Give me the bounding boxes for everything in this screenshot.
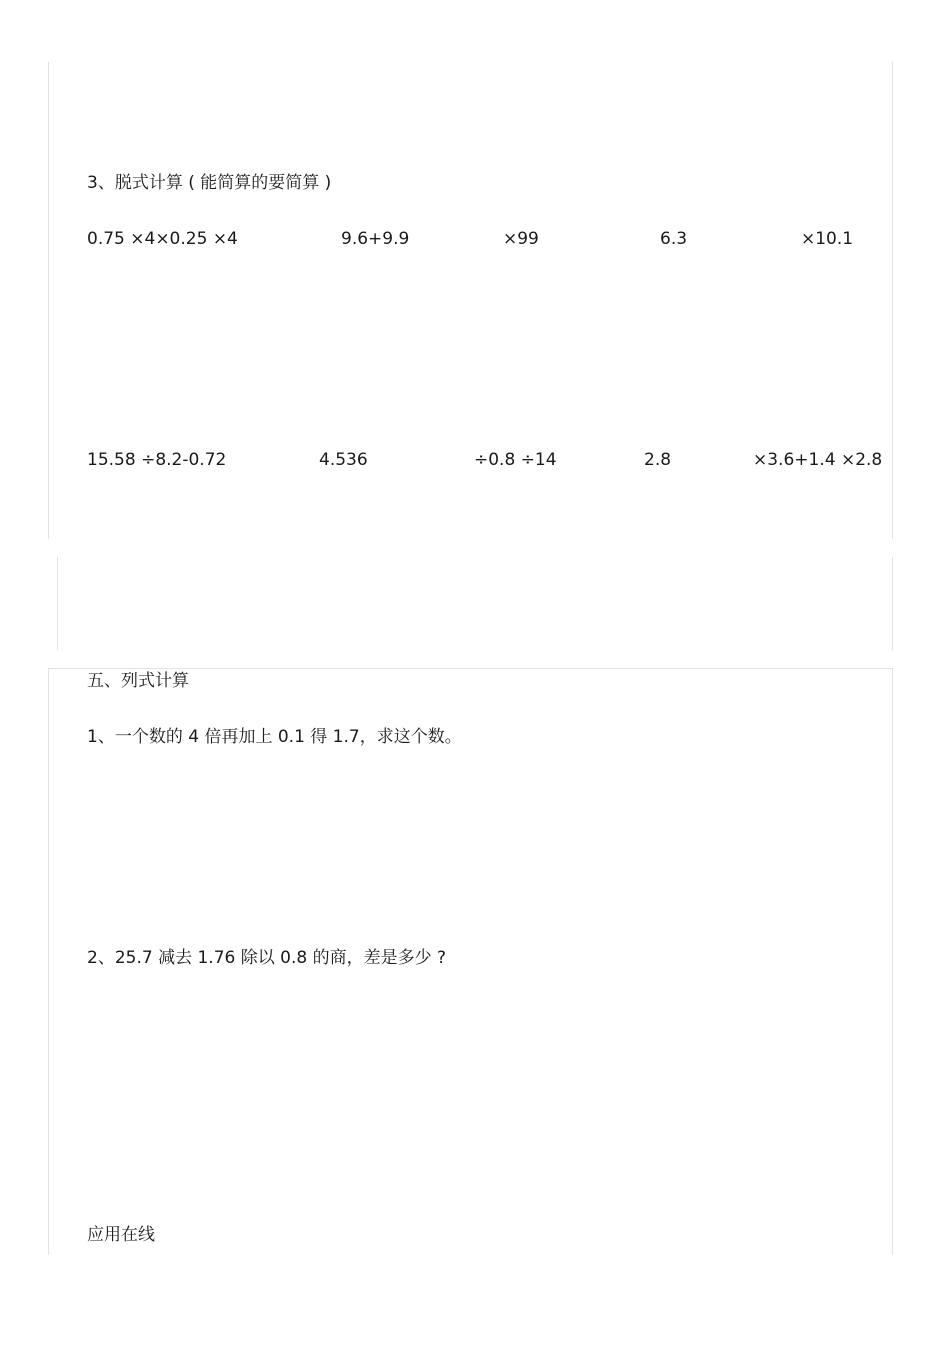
expression-row1-3: ×99 bbox=[503, 229, 539, 249]
expression-row2-4: 2.8 bbox=[644, 450, 672, 470]
expression-row1-1: 0.75 ×4×0.25 ×4 bbox=[87, 229, 238, 249]
frame-left-border-bottom bbox=[48, 668, 49, 1255]
expression-row1-5: ×10.1 bbox=[801, 229, 854, 249]
frame-right-border-bottom bbox=[892, 668, 893, 1255]
frame-right-border-top bbox=[892, 62, 893, 539]
frame-left-border-mid bbox=[57, 557, 58, 650]
question-1: 1、一个数的 4 倍再加上 0.1 得 1.7，求这个数。 bbox=[87, 727, 462, 747]
expression-row1-4: 6.3 bbox=[660, 229, 688, 249]
section3-heading: 3、脱式计算 ( 能简算的要简算 ) bbox=[87, 173, 332, 193]
section5-heading: 五、列式计算 bbox=[87, 671, 189, 691]
expression-row2-5: ×3.6+1.4 ×2.8 bbox=[753, 450, 883, 470]
frame-right-border-mid bbox=[892, 557, 893, 650]
application-heading: 应用在线 bbox=[87, 1225, 155, 1245]
frame-top-border-bottom bbox=[48, 668, 893, 669]
frame-left-border-top bbox=[48, 62, 49, 539]
question-2: 2、25.7 减去 1.76 除以 0.8 的商，差是多少 ? bbox=[87, 948, 446, 968]
expression-row1-2: 9.6+9.9 bbox=[341, 229, 410, 249]
expression-row2-3: ÷0.8 ÷14 bbox=[474, 450, 557, 470]
expression-row2-2: 4.536 bbox=[319, 450, 368, 470]
expression-row2-1: 15.58 ÷8.2-0.72 bbox=[87, 450, 227, 470]
